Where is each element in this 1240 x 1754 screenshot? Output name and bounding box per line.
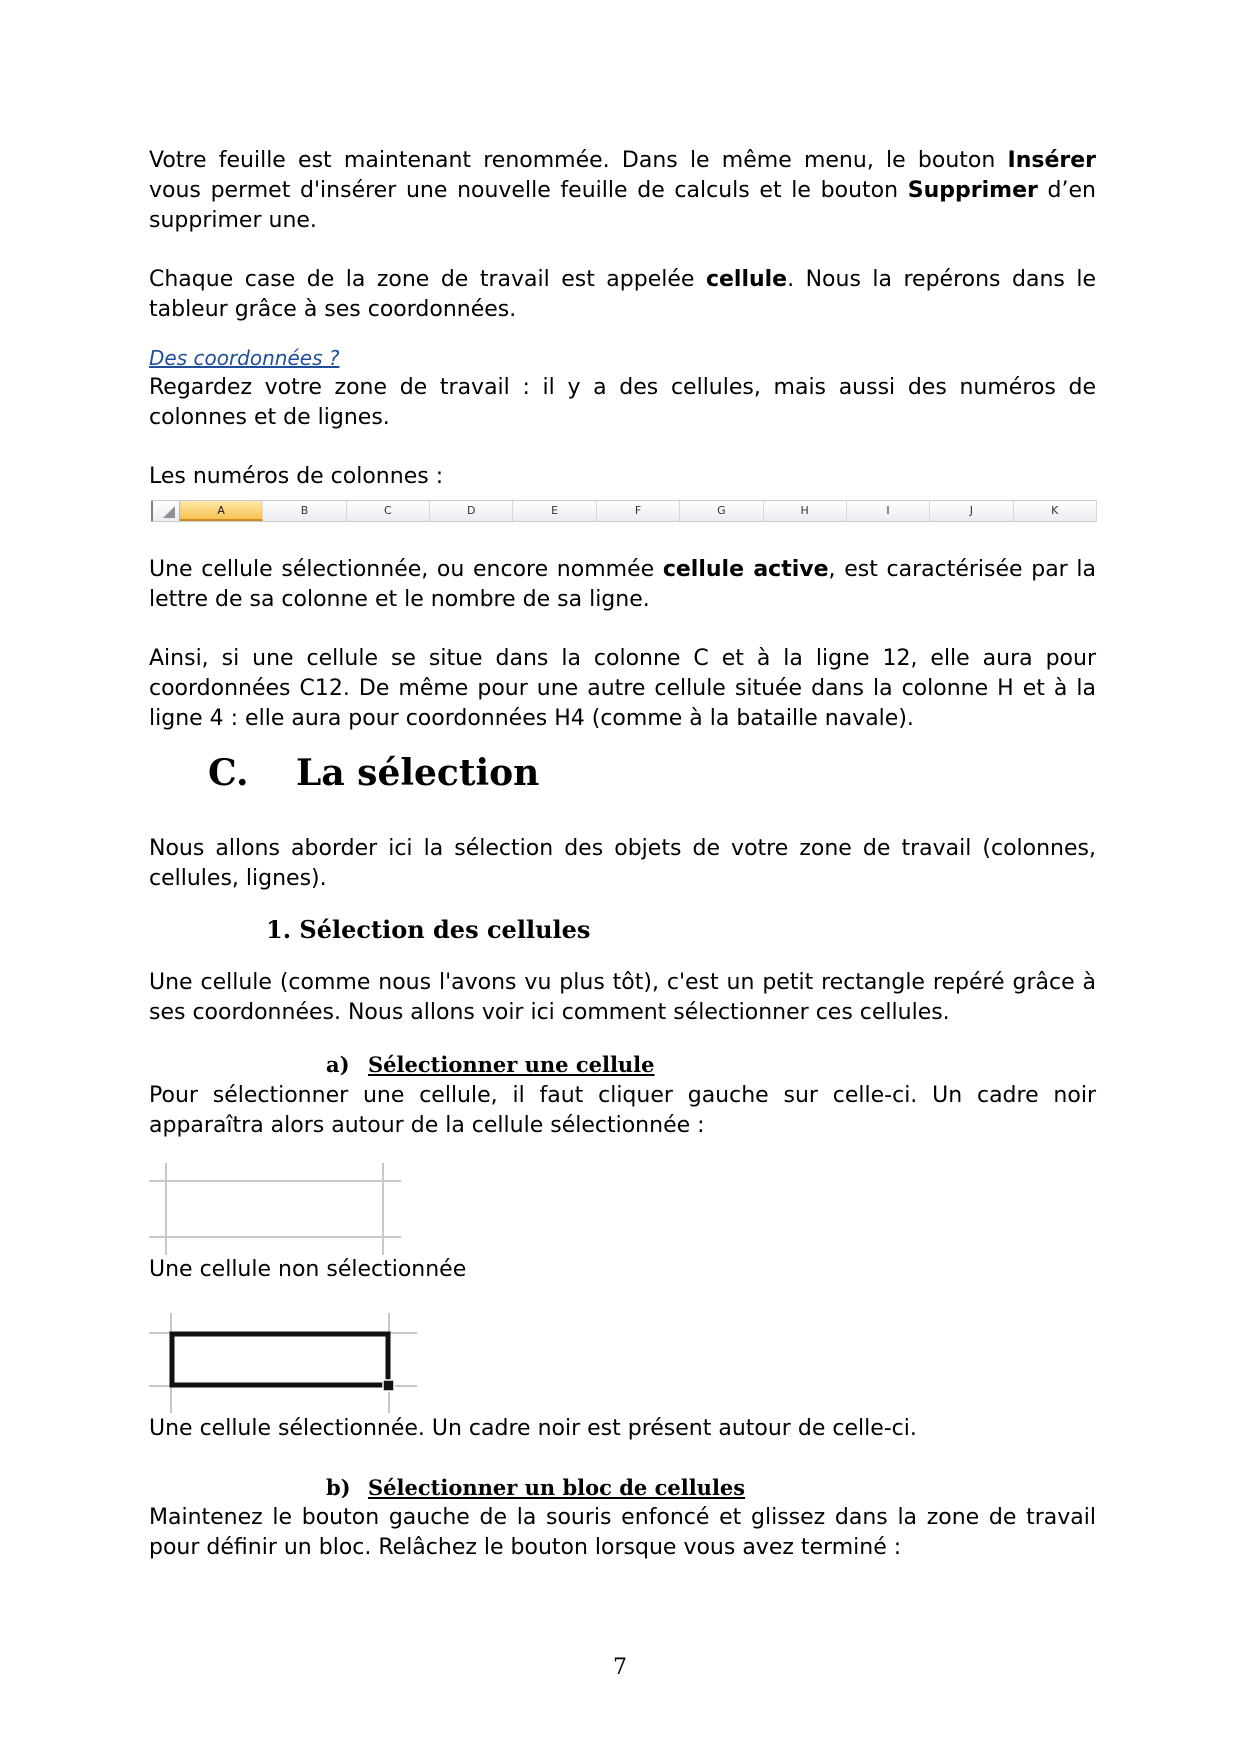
heading-b-mark: b) bbox=[326, 1475, 351, 1500]
bold-cellule-active: cellule active bbox=[662, 557, 829, 582]
caption-selected: Une cellule sélectionnée. Un cadre noir est présent autour de celle-ci. bbox=[149, 1416, 917, 1441]
heading-b-title: Sélectionner un bloc de cellules bbox=[368, 1475, 746, 1500]
text-run: vous permet d'insérer une nouvelle feuille de calculs et le bouton bbox=[149, 178, 908, 203]
paragraph-zone-travail: Regardez votre zone de travail : il y a des cellules, mais aussi des numéros de colonnes et de lignes. bbox=[149, 375, 1096, 430]
text-run: d’en supprimer une. bbox=[149, 178, 1096, 233]
text-run: Votre feuille est maintenant renommée. Dans le même menu, le bouton bbox=[149, 148, 1008, 173]
unselected-cell-image bbox=[149, 1163, 401, 1255]
page-number: 7 bbox=[613, 1655, 627, 1680]
selected-cell-image bbox=[149, 1313, 417, 1413]
subsection-heading: 1. Sélection des cellules bbox=[266, 915, 591, 944]
text-run: Une cellule sélectionnée, ou encore nommée bbox=[149, 557, 663, 582]
column-header-a[interactable]: A bbox=[180, 501, 263, 521]
column-header-i[interactable]: I bbox=[847, 501, 930, 521]
section-number: C. bbox=[208, 752, 249, 794]
paragraph-exemple-coordonnees: Ainsi, si une cellule se situe dans la colonne C et à la ligne 12, elle aura pour coordonnées C12. De même pour une autre cellule située dans la colonne H et à la ligne 4 : elle aura pour coordonnées H4 (comme à la bataille navale). bbox=[149, 646, 1096, 731]
paragraph-rename bbox=[149, 146, 1096, 236]
paragraph-cellule-active bbox=[149, 555, 1096, 615]
column-header-b[interactable]: B bbox=[263, 501, 346, 521]
bold-inserer: Insérer bbox=[1007, 148, 1096, 173]
column-header-e[interactable]: E bbox=[513, 501, 596, 521]
fill-handle[interactable] bbox=[383, 1380, 394, 1391]
paragraph-numeros-colonnes: Les numéros de colonnes : bbox=[149, 464, 444, 489]
column-header-f[interactable]: F bbox=[597, 501, 680, 521]
column-header-h[interactable]: H bbox=[764, 501, 847, 521]
triangle-icon bbox=[163, 506, 175, 518]
paragraph-cliquer-gauche: Pour sélectionner une cellule, il faut cliquer gauche sur celle-ci. Un cadre noir apparaîtra alors autour de la cellule sélectionnée : bbox=[149, 1083, 1096, 1138]
column-header-c[interactable]: C bbox=[347, 501, 430, 521]
heading-a-mark: a) bbox=[326, 1052, 350, 1077]
column-header-d[interactable]: D bbox=[430, 501, 513, 521]
paragraph-cellule-definition: Une cellule (comme nous l'avons vu plus tôt), c'est un petit rectangle repéré grâce à ses coordonnées. Nous allons voir ici comment sélectionner ces cellules. bbox=[149, 970, 1096, 1025]
paragraph-intro-selection: Nous allons aborder ici la sélection des objets de votre zone de travail (colonnes, cellules, lignes). bbox=[149, 836, 1096, 891]
column-header-g[interactable]: G bbox=[680, 501, 763, 521]
column-headers-bar bbox=[151, 500, 1097, 522]
heading-a-title: Sélectionner une cellule bbox=[368, 1052, 655, 1077]
column-header-j[interactable]: J bbox=[930, 501, 1013, 521]
paragraph-bloc-cellules: Maintenez le bouton gauche de la souris enfoncé et glissez dans la zone de travail pour définir un bloc. Relâchez le bouton lorsque vous avez terminé : bbox=[149, 1505, 1096, 1560]
caption-unselected: Une cellule non sélectionnée bbox=[149, 1257, 467, 1282]
text-run: Chaque case de la zone de travail est appelée bbox=[149, 267, 706, 292]
column-header-k[interactable]: K bbox=[1014, 501, 1097, 521]
section-title: La sélection bbox=[296, 752, 540, 794]
text-run: . Nous la repérons dans le tableur grâce à ses coordonnées. bbox=[149, 267, 1096, 322]
subtitle-coordonnees: Des coordonnées ? bbox=[149, 346, 340, 370]
selection-frame bbox=[172, 1334, 388, 1385]
bold-supprimer: Supprimer bbox=[907, 178, 1038, 203]
paragraph-cellule bbox=[149, 265, 1096, 325]
text-run: , est caractérisée par la lettre de sa colonne et le nombre de sa ligne. bbox=[149, 557, 1096, 612]
heading-b bbox=[326, 1475, 745, 1500]
heading-a bbox=[326, 1052, 655, 1077]
select-all-corner[interactable] bbox=[151, 501, 180, 521]
section-heading bbox=[208, 752, 539, 794]
bold-cellule: cellule bbox=[705, 267, 788, 292]
